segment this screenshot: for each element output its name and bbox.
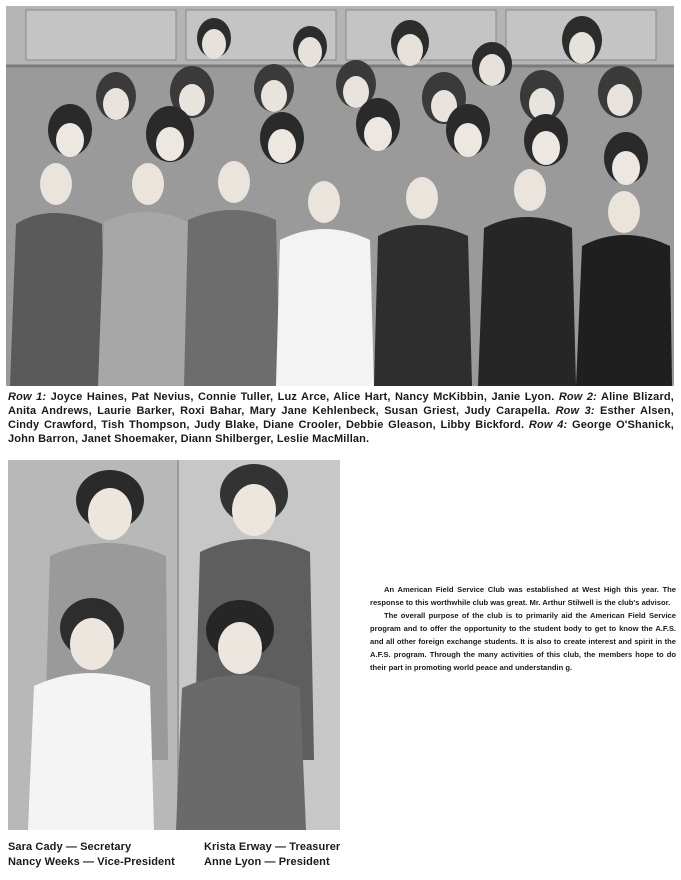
group-photo-image [6, 6, 674, 386]
officer-photo-image [8, 460, 340, 830]
row-1-names: Joyce Haines, Pat Nevius, Connie Tuller, Luz Arce, Alice Hart, Nancy McKibbin, Janie Lyon. [50, 391, 555, 403]
row-4-label: Row 4: [528, 419, 568, 431]
club-description-paragraph-2: The overall purpose of the club is to primarily aid the American Field Service program and to offer the opportunity to the student body to get to know the A.F.S. and all other foreign exchange students. It is also to create interest and spirit in the A.F.S. program. Through the many activities of this club, the members hope to do their part in promoting world peace and understandin g. [370, 611, 676, 672]
officers-left-caption [8, 840, 175, 870]
officers-right-caption [204, 840, 340, 870]
club-description [370, 583, 676, 674]
row-2-label: Row 2: [558, 391, 597, 403]
officer-photo [8, 460, 340, 830]
group-caption [8, 390, 674, 446]
officer-secretary: Sara Cady — Secretary [8, 841, 132, 853]
row-3-label: Row 3: [555, 405, 595, 417]
group-photo [6, 6, 674, 386]
officer-treasurer: Krista Erway — Treasurer [204, 841, 341, 853]
row-1-label: Row 1: [8, 391, 47, 403]
row-4-names: George O'Shanick, John Barron, Janet Shoemaker, Diann Shilberger, Leslie MacMillan. [8, 419, 674, 445]
officer-president: Anne Lyon — President [204, 856, 330, 868]
row-2-names: Aline Blizard, Anita Andrews, Laurie Barker, Roxi Bahar, Mary Jane Kehlenbeck, Susan Griest, Judy Carapella. [8, 391, 674, 417]
club-description-paragraph-1: An American Field Service Club was established at West High this year. The response to this worthwhile club was great. Mr. Arthur Stilwell is the club's advisor. [370, 585, 676, 607]
officer-vice-president: Nancy Weeks — Vice-President [8, 856, 175, 868]
row-3-names: Esther Alsen, Cindy Crawford, Tish Thompson, Judy Blake, Diane Crooler, Debbie Gleason, Libby Bickford. [8, 405, 674, 431]
